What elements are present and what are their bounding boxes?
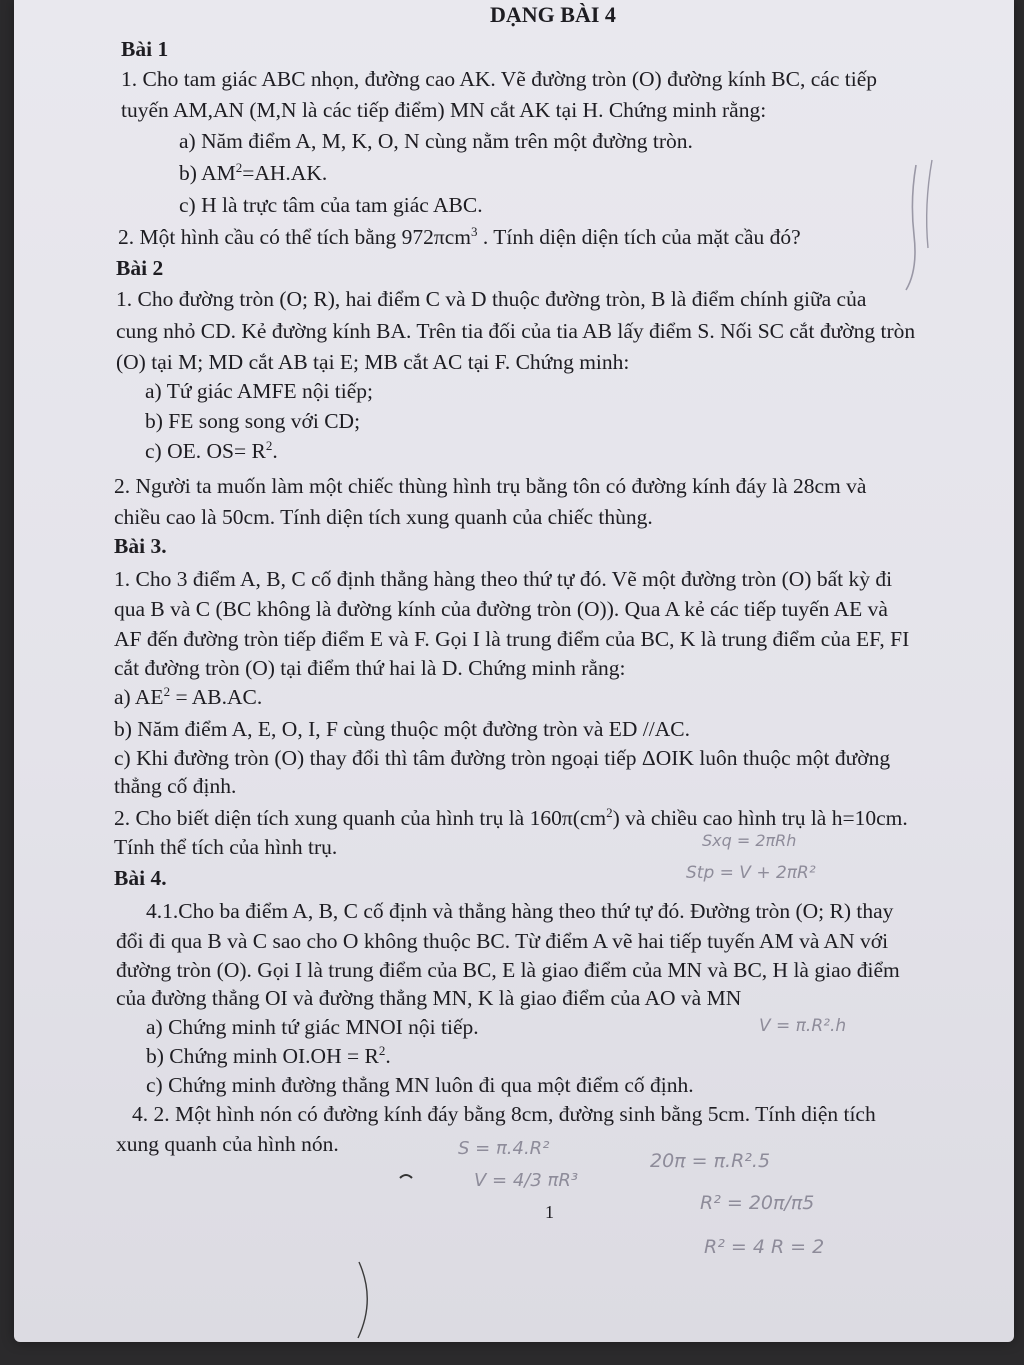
bai4-item-a: a) Chứng minh tứ giác MNOI nội tiếp.	[146, 1015, 479, 1039]
pen-tick-mark	[400, 1175, 412, 1178]
bai1-q1-line1: 1. Cho tam giác ABC nhọn, đường cao AK. Vẽ đường tròn (O) đường kính BC, các tiếp	[121, 67, 877, 91]
bai1-item-a: a) Năm điểm A, M, K, O, N cùng nằm trên một đường tròn.	[179, 129, 693, 153]
bai3-q1-line3: AF đến đường tròn tiếp điểm E và F. Gọi I là trung điểm của BC, K là trung điểm của EF, FI	[114, 627, 910, 651]
bai2-item-c: c) OE. $OS= R^2$.	[145, 437, 278, 463]
bai3-item-c-line1: c) Khi đường tròn (O) thay đổi thì tâm đường tròn ngoại tiếp ΔOIK luôn thuộc một đường	[114, 746, 891, 770]
bai4-q2-line1: 4. 2. Một hình nón có đường kính đáy bằng 8cm, đường sinh bằng 5cm. Tính diện tích	[132, 1102, 876, 1126]
bai1-item-b: b) $AM^2=AH.AK$.	[179, 159, 328, 185]
bai2-q1-line1: 1. Cho đường tròn (O; R), hai điểm C và D thuộc đường tròn, B là điểm chính giữa của	[116, 287, 867, 311]
bai4-heading: Bài 4.	[114, 866, 167, 890]
handwritten-note-stp: Stp = V + 2πR²	[686, 863, 816, 883]
handwritten-note-sxq: Sxq = 2πRh	[702, 831, 797, 850]
pencil-stroke-mark	[927, 160, 932, 248]
bai2-q1-line3: (O) tại M; MD cắt AB tại E; MB cắt AC tại F. Chứng minh:	[116, 350, 630, 374]
bai2-item-b: b) FE song song với CD;	[145, 409, 361, 433]
bai2-q2-line2: chiều cao là 50cm. Tính diện tích xung quanh của chiếc thùng.	[114, 505, 653, 529]
bai3-q1-line2: qua B và C (BC không là đường kính của đường tròn (O)). Qua A kẻ các tiếp tuyến AE và	[114, 597, 888, 621]
bai3-q2-line2: Tính thể tích của hình trụ.	[114, 835, 338, 859]
bai4-q1-line3: đường tròn (O). Gọi I là trung điểm của BC, E là giao điểm của MN và BC, H là giao điểm	[116, 958, 900, 982]
handwritten-note-volume: V = π.R².h	[759, 1016, 847, 1036]
pen-curve-mark	[358, 1262, 367, 1338]
handwritten-note-result: R² = 4 R = 2	[704, 1236, 825, 1258]
bai4-q2-line2: xung quanh của hình nón.	[116, 1132, 339, 1156]
bai3-q2-line1: 2. Cho biết diện tích xung quanh của hình trụ là $160\pi(cm^2)$ và chiều cao hình trụ là h=10cm.	[114, 804, 908, 830]
bai3-item-c-line2: thẳng cố định.	[114, 774, 237, 798]
bai4-q1-line2: đổi đi qua B và C sao cho O không thuộc BC. Từ điểm A vẽ hai tiếp tuyến AM và AN với	[116, 929, 889, 953]
bai2-item-a: a) Tứ giác AMFE nội tiếp;	[145, 379, 374, 403]
bai1-q2: 2. Một hình cầu có thể tích bằng 972πcm$^3$ . Tính diện diện tích của mặt cầu đó?	[118, 223, 801, 249]
bai1-item-c: c) H là trực tâm của tam giác ABC.	[179, 193, 483, 217]
bai2-q2-line1: 2. Người ta muốn làm một chiếc thùng hình trụ bằng tôn có đường kính đáy là 28cm và	[114, 474, 867, 498]
handwritten-note-sphere-volume: V = 4/3 πR³	[474, 1170, 579, 1191]
bai3-q1-line1: 1. Cho 3 điểm A, B, C cố định thẳng hàng theo thứ tự đó. Vẽ một đường tròn (O) bất kỳ đi	[114, 567, 893, 591]
bai4-item-b: b) Chứng minh $OI.OH = R^2$.	[146, 1042, 391, 1068]
bai1-q1-line2: tuyến AM,AN (M,N là các tiếp điểm) MN cắt AK tại H. Chứng minh rằng:	[121, 98, 767, 122]
bai3-heading: Bài 3.	[114, 534, 167, 558]
pencil-bracket-mark	[906, 165, 916, 290]
handwritten-note-equation: 20π = π.R².5	[650, 1150, 771, 1172]
pencil-marks	[14, 0, 1014, 1342]
bai3-item-b: b) Năm điểm A, E, O, I, F cùng thuộc một đường tròn và ED //AC.	[114, 717, 690, 741]
bai4-q1-line4: của đường thẳng OI và đường thẳng MN, K là giao điểm của AO và MN	[116, 986, 742, 1010]
page-number: 1	[545, 1202, 554, 1222]
worksheet-page	[14, 0, 1014, 1342]
handwritten-note-r-squared: R² = 20π/π5	[700, 1192, 815, 1214]
bai4-q1-line1: 4.1.Cho ba điểm A, B, C cố định và thẳng hàng theo thứ tự đó. Đường tròn (O; R) thay	[146, 899, 894, 923]
page-title: DẠNG BÀI 4	[490, 2, 616, 27]
bai3-item-a: a) $AE^2 = AB.AC$.	[114, 683, 263, 709]
bai2-heading: Bài 2	[116, 256, 164, 280]
bai3-q1-line4: cắt đường tròn (O) tại điểm thứ hai là D. Chứng minh rằng:	[114, 656, 626, 680]
handwritten-note-sphere-area: S = π.4.R²	[458, 1138, 550, 1159]
bai4-item-c: c) Chứng minh đường thẳng MN luôn đi qua một điểm cố định.	[146, 1073, 694, 1097]
bai1-heading: Bài 1	[121, 37, 169, 61]
bai2-q1-line2: cung nhỏ CD. Kẻ đường kính BA. Trên tia đối của tia AB lấy điểm S. Nối SC cắt đường tròn	[116, 319, 916, 343]
